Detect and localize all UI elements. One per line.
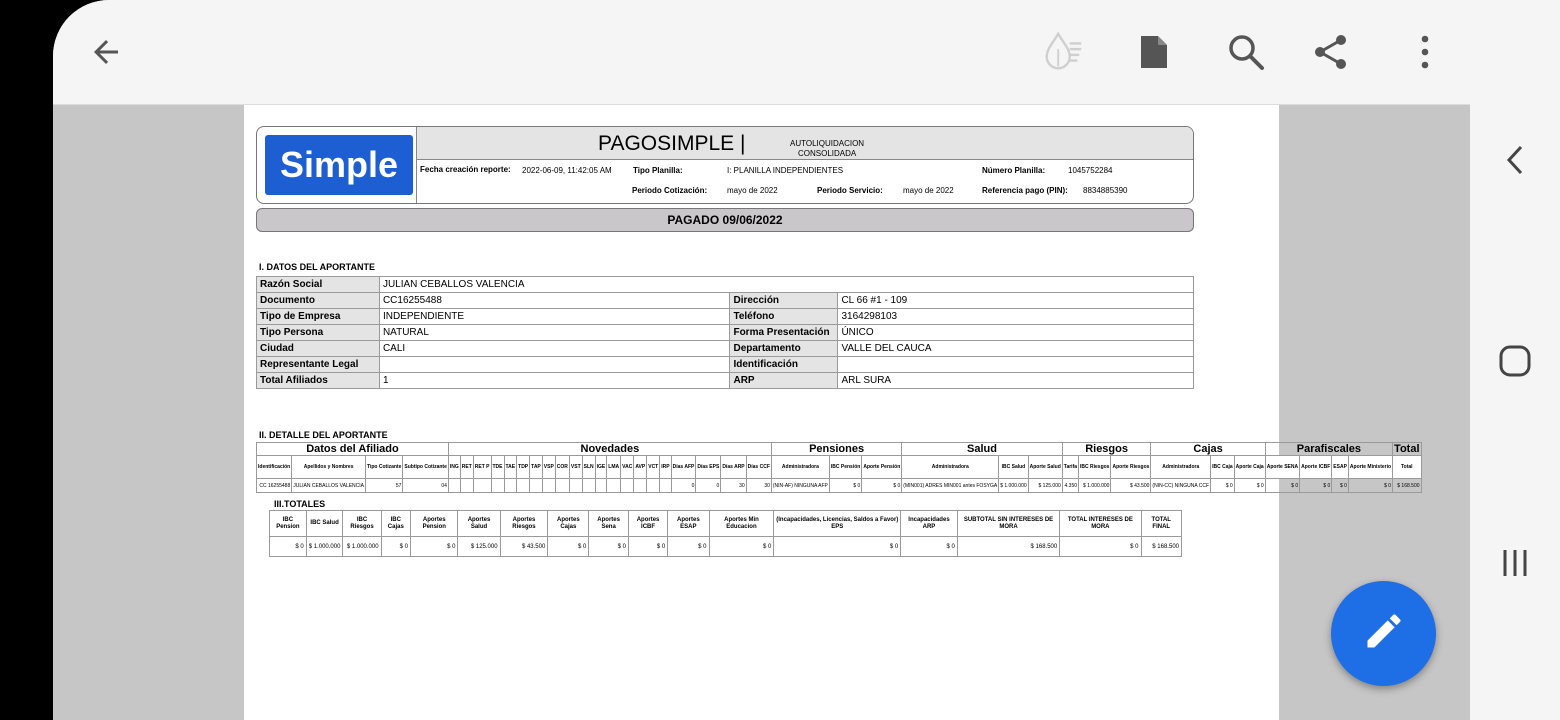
report-header <box>256 126 1194 204</box>
table-cell: $ 0 <box>1234 479 1265 493</box>
table-cell <box>660 479 671 493</box>
totales-value: $ 1.000.000 <box>306 537 343 557</box>
totales-values-row <box>270 537 1182 557</box>
totales-value: $ 0 <box>270 537 307 557</box>
paid-banner <box>256 208 1194 232</box>
column-header: Días AFP <box>671 456 696 479</box>
periodo-servicio-label: Periodo Servicio: <box>817 186 883 195</box>
numero-planilla-label: Número Planilla: <box>982 166 1046 175</box>
section-totales-title: III.TOTALES <box>274 499 326 509</box>
periodo-cotizacion-value: mayo de 2022 <box>727 186 778 195</box>
table-row <box>257 293 1194 309</box>
column-header: Administradora <box>1151 456 1211 479</box>
table-cell <box>491 479 504 493</box>
column-header: Aporte ICBF <box>1300 456 1332 479</box>
column-header: Aporte Pensión <box>862 456 902 479</box>
column-header: IBC Caja <box>1211 456 1235 479</box>
group-header: Salud <box>902 443 1062 456</box>
table-cell: 0 <box>696 479 721 493</box>
table-cell: $ 0 <box>1332 479 1349 493</box>
column-header-row <box>257 456 1422 479</box>
table-cell <box>448 479 460 493</box>
row-value: VALLE DEL CAUCA <box>838 341 1194 357</box>
column-header: Apellidos y Nombres <box>292 456 366 479</box>
table-cell <box>504 479 517 493</box>
column-header: Administradora <box>771 456 829 479</box>
row-value: NATURAL <box>379 325 730 341</box>
column-header: Aporte Ministerio <box>1348 456 1392 479</box>
column-header: Días ARP <box>721 456 746 479</box>
totales-value: $ 0 <box>548 537 589 557</box>
paid-banner-text: PAGADO 09/06/2022 <box>667 213 783 227</box>
table-cell: $ 1.000.000 <box>999 479 1028 493</box>
table-cell <box>634 479 647 493</box>
column-header: VST <box>569 456 582 479</box>
search-icon[interactable] <box>1224 30 1268 74</box>
totales-header: (Incapacidades, Licencias, Saldos a Favor) EPS <box>774 511 901 537</box>
periodo-cotizacion-label: Periodo Cotización: <box>632 186 708 195</box>
column-header: RET <box>460 456 473 479</box>
table-cell: 4.350 <box>1062 479 1078 493</box>
totales-value: $ 0 <box>668 537 709 557</box>
totales-header: Aportes Pension <box>411 511 458 537</box>
table-cell: $ 0 <box>1348 479 1392 493</box>
nav-back-icon[interactable] <box>1492 137 1538 183</box>
table-cell: 30 <box>746 479 771 493</box>
totales-value: $ 0 <box>381 537 410 557</box>
fecha-label: Fecha creación reporte: <box>420 165 511 174</box>
column-header: Identificación <box>257 456 292 479</box>
column-header: SLN <box>582 456 595 479</box>
column-header: Días CCF <box>746 456 771 479</box>
table-row <box>257 277 1194 293</box>
column-header: Administradora <box>902 456 999 479</box>
column-header: Total <box>1393 456 1421 479</box>
column-header: VAC <box>621 456 634 479</box>
report-subtitle-2: CONSOLIDADA <box>798 149 857 158</box>
totales-value: $ 1.000.000 <box>343 537 381 557</box>
table-cell: JULIAN CEBALLOS VALENCIA <box>292 479 366 493</box>
totales-header: IBC Cajas <box>381 511 410 537</box>
group-header: Total <box>1394 443 1420 455</box>
column-header: TDE <box>491 456 504 479</box>
datos-aportante-table <box>256 276 1194 389</box>
column-header: TDP <box>517 456 530 479</box>
edit-fab-button[interactable] <box>1331 581 1436 686</box>
arrow-left-icon[interactable] <box>84 30 128 74</box>
column-header: ESAP <box>1332 456 1349 479</box>
tipo-planilla-value: I: PLANILLA INDEPENDIENTES <box>727 166 844 175</box>
table-cell: 57 <box>366 479 403 493</box>
table-row <box>257 357 1194 373</box>
logo-text: Simple <box>279 144 399 185</box>
table-cell: 0 <box>671 479 696 493</box>
group-header: Parafiscales <box>1265 443 1392 456</box>
column-header: Aporte Caja <box>1234 456 1265 479</box>
totales-header-row <box>270 511 1182 537</box>
column-header: Días EPS <box>696 456 721 479</box>
table-cell: $ 43.500 <box>1111 479 1151 493</box>
row-label: ARP <box>730 373 838 389</box>
totales-header: SUBTOTAL SIN INTERESES DE MORA <box>957 511 1059 537</box>
row-label: Documento <box>257 293 380 309</box>
table-row <box>257 373 1194 389</box>
invert-colors-icon[interactable] <box>1041 30 1085 74</box>
numero-planilla-value: 1045752284 <box>1068 166 1113 175</box>
razon-social-label: Razón Social <box>257 277 380 293</box>
pdf-page <box>244 105 1420 720</box>
row-label: Tipo Persona <box>257 325 380 341</box>
document-icon[interactable] <box>1132 30 1176 74</box>
column-header: Tipo Cotizante <box>366 456 403 479</box>
referencia-pago-label: Referencia pago (PIN): <box>982 186 1068 195</box>
row-label: Tipo de Empresa <box>257 309 380 325</box>
row-value: CL 66 #1 - 109 <box>838 293 1194 309</box>
table-cell: $ 0 <box>1211 479 1235 493</box>
razon-social-value: JULIAN CEBALLOS VALENCIA <box>379 277 1193 293</box>
totales-value: $ 0 <box>589 537 629 557</box>
table-cell <box>542 479 555 493</box>
app-bar <box>53 0 1470 105</box>
column-header: Subtipo Cotizante <box>403 456 449 479</box>
totales-value: $ 168.500 <box>1141 537 1181 557</box>
row-label: Representante Legal <box>257 357 380 373</box>
table-cell: $ 0 <box>862 479 902 493</box>
periodo-servicio-value: mayo de 2022 <box>903 186 954 195</box>
table-cell: $ 0 <box>1265 479 1299 493</box>
nav-home-icon[interactable] <box>1492 338 1538 384</box>
referencia-pago-value: 8834885390 <box>1083 186 1128 195</box>
table-cell: 30 <box>721 479 746 493</box>
table-cell <box>582 479 595 493</box>
table-cell: CC 16255488 <box>257 479 292 493</box>
more-vertical-icon[interactable] <box>1403 30 1447 74</box>
group-header: Datos del Afiliado <box>257 443 449 456</box>
row-label: Dirección <box>730 293 838 309</box>
row-value: 3164298103 <box>838 309 1194 325</box>
totales-value: $ 125.000 <box>458 537 500 557</box>
totales-header: Aportes Riesgos <box>500 511 548 537</box>
fecha-value: 2022-06-09, 11:42:05 AM <box>522 166 612 175</box>
table-cell: (NIN-AF) NINGUNA AFP <box>771 479 829 493</box>
column-header: RET P <box>473 456 491 479</box>
table-cell: $ 1.000.000 <box>1079 479 1111 493</box>
totales-header: Aportes Cajas <box>548 511 589 537</box>
column-header: Tarifa <box>1062 456 1078 479</box>
table-cell <box>621 479 634 493</box>
section-datos-aportante-title: I. DATOS DEL APORTANTE <box>259 262 376 272</box>
row-value: INDEPENDIENTE <box>379 309 730 325</box>
row-value <box>379 357 730 373</box>
row-label: Ciudad <box>257 341 380 357</box>
totales-value: $ 0 <box>709 537 774 557</box>
table-cell <box>530 479 543 493</box>
totales-header: TOTAL FINAL <box>1141 511 1181 537</box>
system-nav-bar <box>1470 0 1560 720</box>
column-header: IBC Riesgos <box>1079 456 1111 479</box>
group-header: Riesgos <box>1062 443 1151 456</box>
column-header: IRP <box>660 456 671 479</box>
totales-value: $ 0 <box>628 537 667 557</box>
totales-header: Aportes Salud <box>458 511 500 537</box>
table-cell: (NIN-CC) NINGUNA CCF <box>1151 479 1211 493</box>
table-row <box>257 341 1194 357</box>
row-label: Departamento <box>730 341 838 357</box>
table-cell: $ 0 <box>829 479 861 493</box>
table-cell: $ 0 <box>1300 479 1332 493</box>
pencil-edit-icon <box>1362 609 1406 658</box>
column-header: VCT <box>647 456 660 479</box>
table-cell <box>460 479 473 493</box>
simple-logo <box>265 135 413 195</box>
totales-header: Incapacidades ARP <box>901 511 958 537</box>
tipo-planilla-label: Tipo Planilla: <box>633 166 683 175</box>
table-row <box>257 325 1194 341</box>
table-cell: $ 168.500 <box>1393 479 1421 493</box>
totales-value: $ 0 <box>411 537 458 557</box>
column-header: TAE <box>504 456 517 479</box>
totales-value: $ 168.500 <box>957 537 1059 557</box>
group-header: Novedades <box>448 443 771 456</box>
report-title: PAGOSIMPLE | <box>598 132 746 155</box>
column-header: COR <box>555 456 569 479</box>
nav-recents-icon[interactable] <box>1492 540 1538 586</box>
report-subtitle-1: AUTOLIQUIDACION <box>790 139 865 148</box>
row-value: 1 <box>379 373 730 389</box>
group-header: Pensiones <box>771 443 901 456</box>
table-cell <box>647 479 660 493</box>
pdf-viewer-screen <box>53 0 1470 720</box>
row-value <box>838 357 1194 373</box>
table-cell <box>517 479 530 493</box>
share-icon[interactable] <box>1309 30 1353 74</box>
table-cell: (MIN001) ADRES MIN001 antes FOSYGA <box>902 479 999 493</box>
column-header: AVP <box>634 456 647 479</box>
table-row <box>257 479 1422 493</box>
totales-header: Aportes ICBF <box>628 511 667 537</box>
row-label: Total Afiliados <box>257 373 380 389</box>
totales-header: IBC Riesgos <box>343 511 381 537</box>
row-label: Teléfono <box>730 309 838 325</box>
column-header: Aporte Salud <box>1028 456 1062 479</box>
table-row <box>257 309 1194 325</box>
table-cell <box>555 479 569 493</box>
row-label: Forma Presentación <box>730 325 838 341</box>
table-cell: $ 125.000 <box>1028 479 1062 493</box>
table-cell <box>607 479 621 493</box>
totales-header: IBC Salud <box>306 511 343 537</box>
column-header: Aporte Riesgos <box>1111 456 1151 479</box>
column-header: Aporte SENA <box>1265 456 1299 479</box>
totales-value: $ 43.500 <box>500 537 548 557</box>
row-value: CALI <box>379 341 730 357</box>
row-value: ÚNICO <box>838 325 1194 341</box>
column-header: ING <box>448 456 460 479</box>
header-divider <box>416 127 417 204</box>
table-cell: 04 <box>403 479 449 493</box>
column-header: IGE <box>595 456 607 479</box>
column-header: LMA <box>607 456 621 479</box>
totales-table <box>269 510 1182 557</box>
totales-header: TOTAL INTERESES DE MORA <box>1060 511 1141 537</box>
table-cell <box>569 479 582 493</box>
totales-value: $ 0 <box>901 537 958 557</box>
column-header: TAP <box>530 456 543 479</box>
totales-header: Aportes ESAP <box>668 511 709 537</box>
totales-header: Aportes Min Educacion <box>709 511 774 537</box>
column-header: VSP <box>542 456 555 479</box>
column-header: IBC Salud <box>999 456 1028 479</box>
group-header-row <box>257 443 1422 456</box>
section-detalle-aportante-title: II. DETALLE DEL APORTANTE <box>259 430 388 440</box>
detalle-aportante-table <box>256 442 1422 493</box>
row-label: Identificación <box>730 357 838 373</box>
totales-header: IBC Pension <box>270 511 307 537</box>
table-cell <box>473 479 491 493</box>
column-header: IBC Pensión <box>829 456 861 479</box>
totales-value: $ 0 <box>1060 537 1141 557</box>
row-value: ARL SURA <box>838 373 1194 389</box>
table-cell <box>595 479 607 493</box>
group-header: Cajas <box>1151 443 1265 456</box>
totales-value: $ 0 <box>774 537 901 557</box>
row-value: CC16255488 <box>379 293 730 309</box>
totales-header: Aportes Sena <box>589 511 629 537</box>
